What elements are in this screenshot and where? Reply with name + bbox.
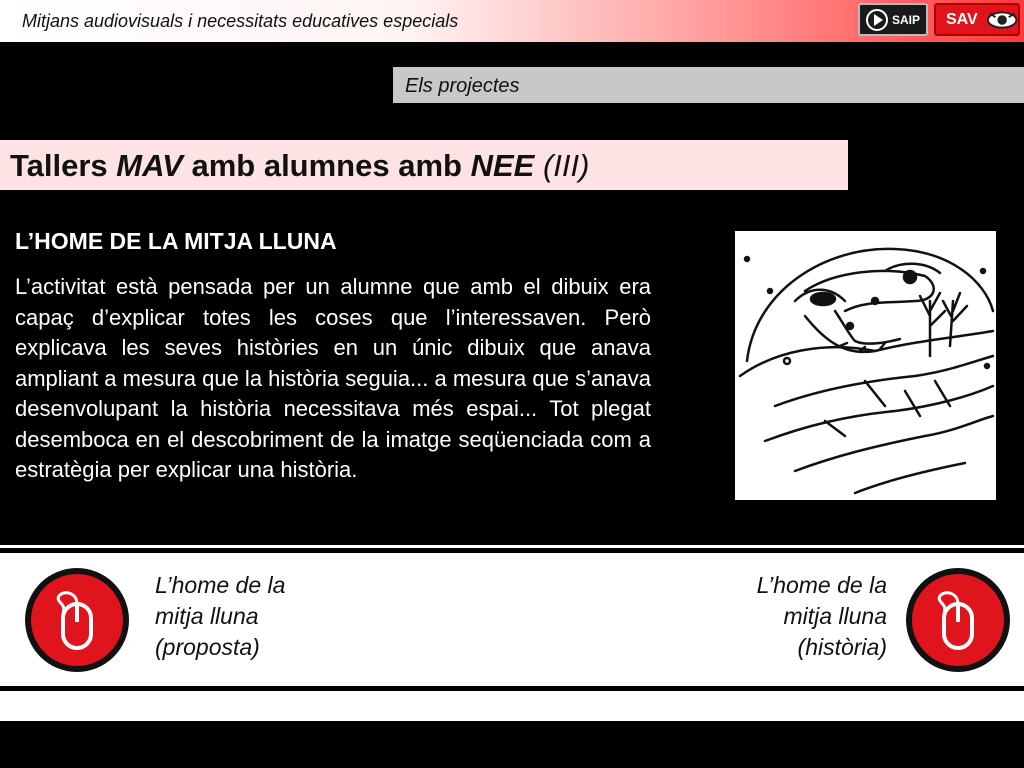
link-proposta-line3: (proposta) xyxy=(155,634,260,660)
content-heading: L’HOME DE LA MITJA LLUNA xyxy=(15,228,337,254)
content-body: L’activitat està pensada per un alumne que amb el dibuix era capaç d’explicar totes les coses que l’interessaven. Però explicava les seves històries en un únic dibuix que anava ampliant a mesura que la història seguia... a mesura que s’anava desenvolupant la història necessitava més espai... Tot plegat desemboca en el descobriment de la imatge seqüenciada com a estratègia per explicar una història. xyxy=(15,274,651,482)
sav-button[interactable] xyxy=(934,3,1020,36)
link-historia-line2: mitja lluna xyxy=(783,603,887,629)
top-divider xyxy=(0,548,1024,553)
link-historia-line3: (història) xyxy=(797,634,887,660)
app-title: Mitjans audiovisuals i necessitats educatives especials xyxy=(22,11,459,31)
title-bar xyxy=(0,140,848,190)
section-label: Els projectes xyxy=(405,75,520,97)
link-proposta-line2: mitja lluna xyxy=(155,603,259,629)
link-proposta-line1: L’home de la xyxy=(155,572,286,598)
saip-button[interactable] xyxy=(858,3,928,36)
section-bar xyxy=(393,67,1024,103)
saip-label: SAIP xyxy=(891,12,920,27)
link-proposta[interactable] xyxy=(155,570,285,663)
page-title: Tallers MAV amb alumnes amb NEE (III) xyxy=(10,148,590,183)
bottom-divider xyxy=(0,686,1024,691)
link-historia[interactable] xyxy=(757,570,887,663)
sav-label: SAV xyxy=(946,10,978,28)
mouse-icon[interactable] xyxy=(23,566,131,674)
mouse-icon[interactable] xyxy=(904,566,1012,674)
link-historia-line1: L’home de la xyxy=(756,572,887,598)
play-icon xyxy=(866,9,888,31)
top-header-bar xyxy=(0,0,1024,42)
eye-icon xyxy=(986,9,1018,31)
half-moon-drawing xyxy=(735,231,996,500)
